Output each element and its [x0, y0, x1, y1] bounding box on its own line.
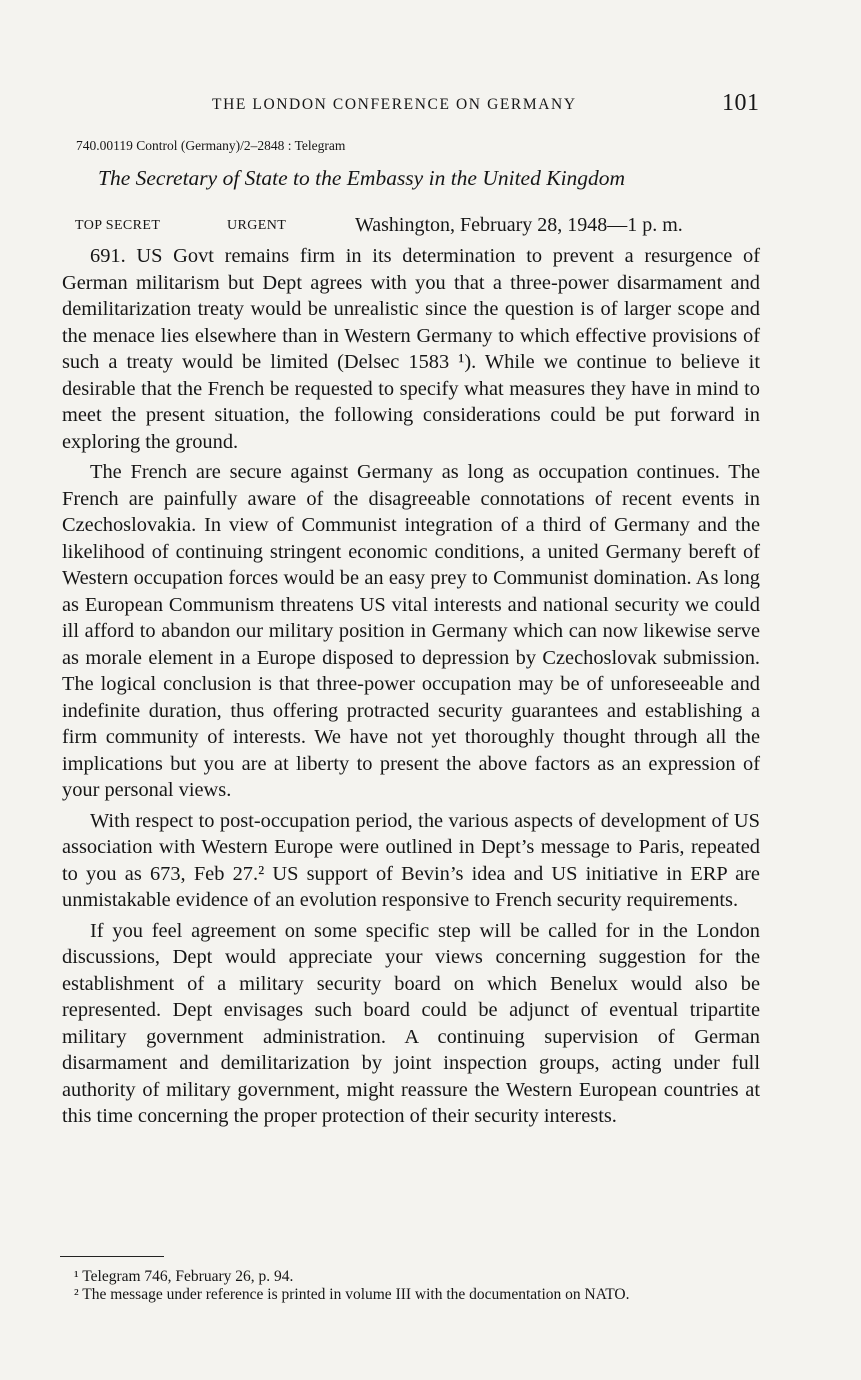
dateline-row [75, 214, 765, 244]
telegram-body [62, 243, 760, 1130]
footnotes [58, 1268, 758, 1303]
footnote: ¹ Telegram 746, February 26, p. 94. [74, 1268, 294, 1285]
page-number: 101 [722, 90, 760, 116]
paragraph: With respect to post-occupation period, the various aspects of development of US association with Western Europe were outlined in Dept’s message to Paris, repeated to you as 673, Feb 27.² US support of Bevin’s idea and US initiative in ERP are unmistakable evidence of an evolution responsive to French security requirements. [62, 809, 760, 911]
running-title: THE LONDON CONFERENCE ON GERMANY [212, 96, 577, 113]
place-date: Washington, February 28, 1948—1 p. m. [355, 214, 683, 236]
paragraph: If you feel agreement on some specific step will be called for in the London discussions, Dept would appreciate your views concerning suggestion for the establishment of a military security board on which Benelux would also be represented. Dept envisages such board could be adjunct of eventual tripartite military government administration. A continuing supervision of German disarmament and demilitarization by joint inspection groups, acting under full authority of military government, might reassure the Western European countries at this time concerning the proper protection of their security interests. [62, 919, 760, 1127]
file-reference: 740.00119 Control (Germany)/2–2848 : Telegram [76, 138, 346, 153]
paragraph: The French are secure against Germany as long as occupation continues. The French are painfully aware of the disagreeable connotations of recent events in Czechoslovakia. In view of Communist integration of a third of Germany and the likelihood of continuing stringent economic conditions, a united Germany bereft of Western occupation forces would be an easy prey to Communist domination. As long as European Communism threatens US vital interests and national security we could ill afford to abandon our military position in Germany which can now likewise serve as morale element in a Europe disposed to depression by Czechoslovak submission. The logical conclusion is that three-power occupation may be of unforeseeable and indefinite duration, thus offering protracted security guarantees and establishing a firm community of interests. We have not yet thoroughly thought through all the implications but you are at liberty to present the above factors as an expression of your personal views. [62, 461, 760, 801]
footnote: ² The message under reference is printed in volume III with the documentation on NATO. [74, 1285, 630, 1303]
document-heading: The Secretary of State to the Embassy in the United Kingdom [98, 166, 626, 190]
classification-label: TOP SECRET [75, 218, 161, 233]
precedence-label: URGENT [227, 218, 287, 233]
footnote-divider [60, 1256, 164, 1257]
paragraph: 691. US Govt remains firm in its determination to prevent a resurgence of German militarism but Dept agrees with you that a three-power disarmament and demilitarization treaty would be unrealistic since the question is of larger scope and the menace lies elsewhere than in Western Germany to which effective provisions of such a treaty would be limited (Delsec 1583 ¹). While we continue to believe it desirable that the French be requested to specify what measures they have in mind to meet the present situation, the following considerations could be put forward in exploring the ground. [62, 245, 760, 453]
